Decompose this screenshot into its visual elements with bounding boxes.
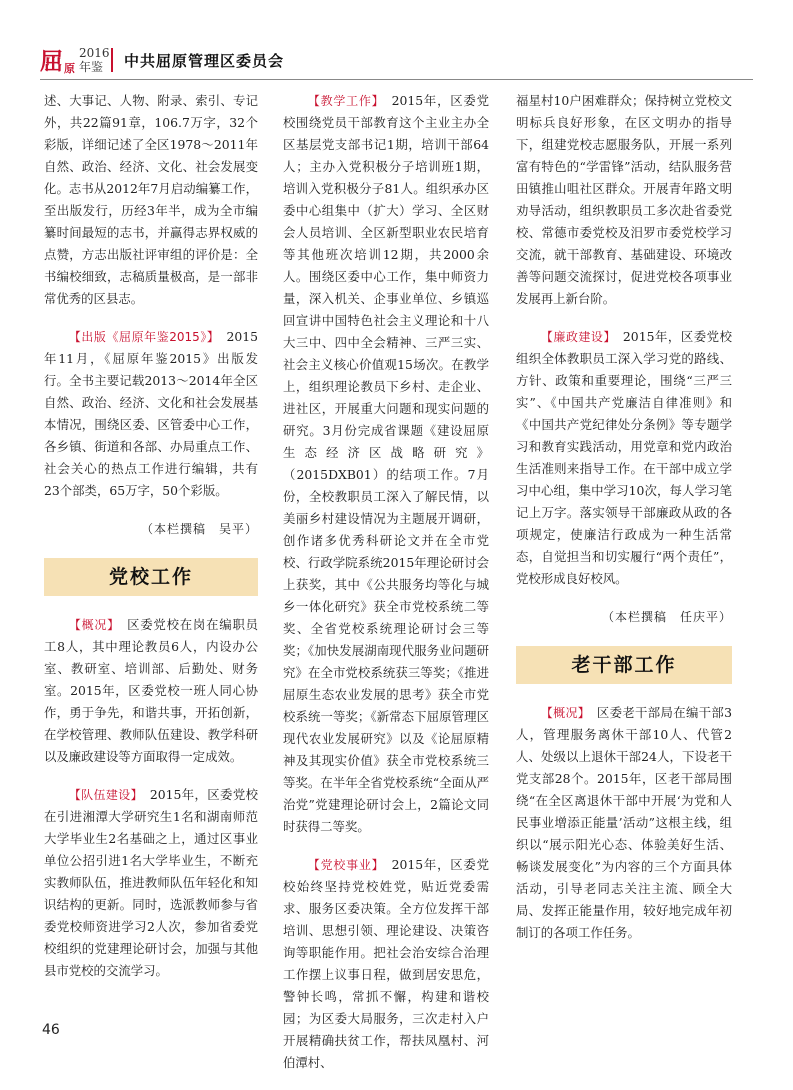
paragraph: 福星村10户困难群众；保持树立党校文明标兵良好形象，在区文明办的指导下，组建党校志愿服务队，开展一系列富有特色的“学雷锋”活动，结队服务营田镇推山咀社区群众。开展青年路文明劝导活动，组织教职员工多次赴省委党校、常德市委党校及汨罗市委党校学习交流，就干部教育、基础建设、环境改善等问题交流探讨，促进党校各项事业发展再上新台阶。 — [516, 93, 732, 306]
logo-year-label: 年鉴 — [79, 60, 104, 74]
chapter-title: 中共屈原管理区委员会 — [124, 52, 285, 70]
section-tag: 【概况】 — [540, 706, 585, 720]
section-banner-veteran-cadres: 老干部工作 — [516, 646, 732, 684]
paragraph — [516, 326, 732, 590]
logo-character: 屈 — [40, 49, 63, 75]
paragraph-text: 2015年11月，《屈原年鉴2015》出版发行。全书主要记载2013～2014年全区自然、政治、经济、文化和社会发展基本情况，围绕区委、区管委中心工作，各乡镇、街道和各部、办局重点工作、社会关心的热点工作进行编辑，共有23个部类，65万字，50个彩版。 — [44, 329, 258, 498]
logo-character-small: 原 — [64, 62, 75, 75]
section-tag: 【教学工作】 — [307, 94, 379, 108]
logo-year-number: 2016 — [79, 46, 110, 60]
paragraph-text: 2015年，区委党校组织全体教职员工深入学习党的路线、方针、政策和重要理论，围绕“三严三实”、《中国共产党廉洁自律准则》和《中国共产党纪律处分条例》等专题学习和教育实践活动，用党章和党内政治生活准则来指导工作。在干部中成立学习中心组，集中学习10次，每人学习笔记上万字。落实领导干部廉政从政的各项规定，使廉洁行政成为一种生活常态，自觉担当和切实履行“两个责任”，党校形成良好校风。 — [516, 329, 732, 586]
page-header — [0, 0, 793, 82]
author-credit: （本栏撰稿 吴平） — [140, 522, 258, 536]
page-number: 46 — [42, 1022, 60, 1038]
section-tag: 【队伍建设】 — [68, 788, 138, 802]
paragraph — [283, 90, 489, 838]
section-tag: 【概况】 — [68, 618, 114, 632]
column-middle — [283, 90, 489, 1090]
column-left — [44, 90, 258, 998]
paragraph: 述、大事记、人物、附录、索引、专记外，共22篇91章，106.7万字，32个彩版，详细记述了全区1978～2011年自然、政治、经济、文化、社会发展变化。志书从2012年7月启动编纂工作，至出版发行，历经3年半，成为全市编纂时间最短的志书，并赢得志界权威的点赞，方志出版社评审组的评价是：全书编校细致，志稿质量极高，是一部非常优秀的区县志。 — [44, 93, 258, 306]
paragraph — [283, 854, 489, 1074]
author-credit: （本栏撰稿 任庆平） — [601, 610, 732, 624]
header-divider — [40, 79, 753, 80]
section-tag: 【廉政建设】 — [540, 330, 610, 344]
section-banner-party-school: 党校工作 — [44, 558, 258, 596]
paragraph-text: 2015年，区委党校始终坚持党校姓党，贴近党委需求、服务区委决策。全方位发挥干部培训、思想引领、理论建设、决策咨询等职能作用。把社会治安综合治理工作摆上议事日程，做到居安思危，警钟长鸣，常抓不懈，构建和谐校园；为区委大局服务，三次走村入户开展精确扶贫工作，帮扶凤凰村、河伯潭村、 — [283, 857, 489, 1070]
paragraph — [516, 702, 732, 944]
paragraph-text: 2015年，区委党校在引进湘潭大学研究生1名和湖南师范大学毕业生2名基础之上，通过区事业单位公招引进1名大学毕业生，不断充实教师队伍，推进教师队伍年轻化和知识结构的更新。同时，选派教师参与省委党校师资进学习2人次，参加省委党校组织的党建理论研讨会，加强与其他县市党校的交流学习。 — [44, 787, 258, 978]
paragraph — [44, 326, 258, 502]
yearbook-logo — [40, 46, 110, 74]
paragraph — [44, 614, 258, 768]
paragraph-text: 区委老干部局在编干部3人，管理服务离休干部10人、代管2人、处级以上退休干部24人，下设老干党支部28个。2015年，区老干部局围绕“在全区离退休干部中开展‘为党和人民事业增添正能量’活动”这根主线，组织以“展示阳光心态、体验美好生活、畅谈发展变化”为内容的三个方面具体活动，引导老同志关注主流、顾全大局、发挥正能量作用，较好地完成年初制订的各项工作任务。 — [516, 705, 732, 940]
column-right — [516, 90, 732, 960]
section-tag: 【出版《屈原年鉴2015》】 — [68, 330, 214, 344]
header-separator — [111, 48, 113, 72]
section-tag: 【党校事业】 — [307, 858, 379, 872]
paragraph-text: 区委党校在岗在编职员工8人，其中理论教员6人，内设办公室、教研室、培训部、后勤处、财务室。2015年，区委党校一班人同心协作，勇于争先，和谐共事，开拓创新，在学校管理、教师队伍建设、教学科研以及廉政建设等方面取得一定成效。 — [44, 617, 259, 764]
paragraph-text: 2015年，区委党校围绕党员干部教育这个主业主办全区基层党支部书记1期，培训干部64人；主办入党积极分子培训班1期，培训入党积极分子81人。组织承办区委中心组集中（扩大）学习、全区财会人员培训、全区新型职业农民培育等其他班次培训12期，共2000余人。围绕区委中心工作，集中师资力量，深入机关、企事业单位、乡镇巡回宣讲中国特色社会主义理论和十八大三中、四中全会精神、三严三实、社会主义核心价值观15场次。在教学上，组织理论教员下乡村、走企业、进社区，开展重大问题和现实问题的研究。3月份完成省课题《建设屈原生态经济区战略研究》（2015DXB01）的结项工作。7月份，全校教职员工深入了解民情，以美丽乡村建设情况为主题展开调研，创作诸多优秀科研论文并在全市党校、行政学院系统2015年理论研讨会上获奖，其中《公共服务均等化与城乡一体化研究》获全市党校系统二等奖、全省党校系统理论研讨会三等奖；《加快发展湖南现代服务业问题研究》在全市党校系统获三等奖；《推进屈原生态农业发展的思考》获全市党校系统一等奖；《新常态下屈原管理区现代农业发展研究》以及《论屈原精神及其现实价值》获全市党校系统三等奖。在半年全省党校系统“全面从严治党”党建理论研讨会上，2篇论文同时获得二等奖。 — [283, 93, 489, 834]
logo-year — [79, 46, 110, 74]
paragraph — [44, 784, 258, 982]
